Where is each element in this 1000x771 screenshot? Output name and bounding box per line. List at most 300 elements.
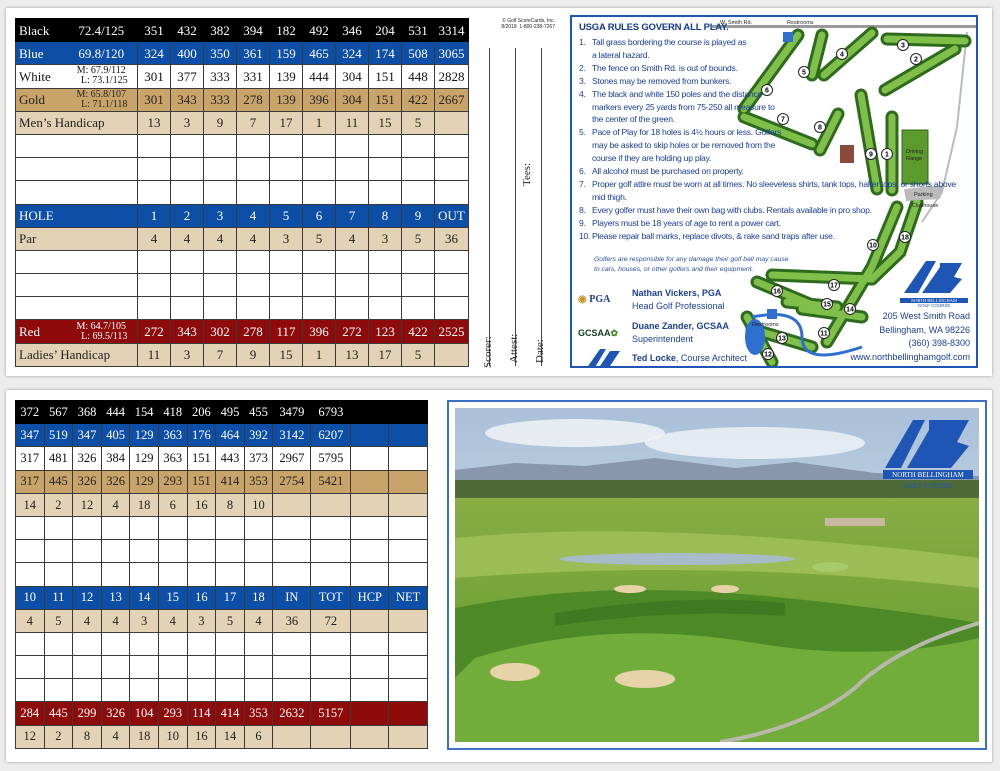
- cell-value: 368: [73, 401, 102, 424]
- hole-number: 7: [781, 116, 785, 124]
- rule-item: [579, 88, 779, 127]
- cell-value: IN: [273, 586, 311, 609]
- cell-value: 10: [158, 725, 187, 748]
- cell-value: 9: [402, 204, 435, 227]
- cell-value: [389, 401, 428, 424]
- score-cell: [336, 297, 369, 320]
- rule-number: 7.: [579, 178, 586, 189]
- cell-value: 10: [16, 586, 45, 609]
- signature-strip: [475, 18, 555, 368]
- cell-value: 2667: [435, 88, 469, 111]
- bunker: [490, 663, 540, 681]
- score-cell: [351, 679, 389, 702]
- score-cell: [101, 632, 130, 655]
- aerial-photo-image: [455, 408, 979, 742]
- row-blank: [16, 632, 428, 655]
- score-cell: [402, 181, 435, 204]
- restrooms-bottom-label: Restrooms: [752, 322, 779, 328]
- score-cell: [244, 563, 273, 586]
- cell-value: 3142: [273, 424, 311, 447]
- rule-number: 10.: [579, 230, 591, 241]
- date-line: [541, 48, 542, 366]
- cell-value: [311, 493, 351, 516]
- score-cell: [270, 274, 303, 297]
- rating-line: 69.8/120: [78, 45, 125, 61]
- cell-value: [389, 725, 428, 748]
- cell-value: [351, 447, 389, 470]
- score-cell: [158, 516, 187, 539]
- cell-value: 1: [303, 343, 336, 366]
- cell-value: 396: [303, 88, 336, 111]
- rating-line: L: 71.1/118: [81, 98, 128, 110]
- restrooms-top-label: Restrooms: [787, 20, 814, 26]
- cell-value: 324: [336, 42, 369, 65]
- cell-value: [311, 725, 351, 748]
- score-cell: [336, 158, 369, 181]
- cell-value: [389, 493, 428, 516]
- score-cell: [138, 250, 171, 273]
- tee-rating-slope: [66, 19, 138, 42]
- cell-value: 278: [237, 88, 270, 111]
- score-cell: [171, 181, 204, 204]
- copyright-notice: [477, 18, 555, 30]
- cell-value: 361: [237, 42, 270, 65]
- cell-value: 8: [216, 493, 245, 516]
- tee-rating-slope: [66, 320, 138, 343]
- cell-value: 5: [216, 609, 245, 632]
- score-cell: [270, 134, 303, 157]
- row-label: Par: [16, 227, 138, 250]
- cell-value: 12: [73, 586, 102, 609]
- cell-value: 13: [138, 111, 171, 134]
- staff-pga: [632, 287, 725, 313]
- score-cell: [273, 563, 311, 586]
- cell-value: 117: [270, 320, 303, 343]
- cell-value: 405: [101, 424, 130, 447]
- cell-value: 353: [244, 470, 273, 493]
- back-nine-table: [15, 400, 428, 749]
- score-cell: [435, 181, 469, 204]
- score-cell: [138, 181, 171, 204]
- hole-number: 10: [869, 242, 877, 250]
- score-cell: [336, 250, 369, 273]
- cell-value: 13: [101, 586, 130, 609]
- tee-name: Gold: [16, 88, 66, 111]
- score-cell: [216, 563, 245, 586]
- cell-value: 174: [369, 42, 402, 65]
- cell-value: 519: [44, 424, 73, 447]
- cell-value: 347: [73, 424, 102, 447]
- copyright-text: © Golf ScoreCards, Inc.: [502, 18, 555, 24]
- cell-value: 4: [138, 227, 171, 250]
- cell-value: 5: [402, 227, 435, 250]
- cell-value: 3: [204, 204, 237, 227]
- rule-item: [579, 126, 789, 165]
- cell-value: 2: [171, 204, 204, 227]
- cell-value: 4: [204, 227, 237, 250]
- cell-value: 5795: [311, 447, 351, 470]
- score-cell: [73, 679, 102, 702]
- score-cell: [101, 563, 130, 586]
- cell-value: 299: [73, 702, 102, 725]
- score-cell: [216, 632, 245, 655]
- cell-value: [435, 343, 469, 366]
- staff-title: , Course Architect: [675, 353, 747, 363]
- score-cell: [273, 632, 311, 655]
- row-hcp: [16, 493, 428, 516]
- score-cell: [389, 540, 428, 563]
- rule-number: 2.: [579, 62, 586, 73]
- cell-value: 17: [216, 586, 245, 609]
- cell-value: 5157: [311, 702, 351, 725]
- cell-value: 373: [244, 447, 273, 470]
- score-cell: [273, 540, 311, 563]
- row-blank: [16, 181, 469, 204]
- row-gold: [16, 88, 469, 111]
- cell-value: 159: [270, 42, 303, 65]
- score-cell: [171, 158, 204, 181]
- rule-item: [579, 217, 969, 230]
- cell-value: 5: [402, 343, 435, 366]
- score-cell: [158, 563, 187, 586]
- rule-text: The black and white 150 poles and the distance markers every 25 yards from 75-250 all measure to the center of the green.: [592, 88, 775, 125]
- rules-list: [579, 36, 969, 243]
- cell-value: NET: [389, 586, 428, 609]
- cell-value: 304: [336, 88, 369, 111]
- cell-value: 3: [171, 343, 204, 366]
- cell-value: 3: [187, 609, 216, 632]
- score-cell: [171, 134, 204, 157]
- score-cell: [270, 158, 303, 181]
- svg-text:NORTH BELLINGHAM: NORTH BELLINGHAM: [892, 471, 964, 479]
- score-cell: [204, 158, 237, 181]
- score-cell: [158, 632, 187, 655]
- cell-value: 14: [16, 493, 45, 516]
- cell-value: 12: [73, 493, 102, 516]
- hole-number: 17: [830, 282, 838, 290]
- cell-value: 382: [204, 19, 237, 42]
- score-cell: [270, 181, 303, 204]
- cell-value: [389, 470, 428, 493]
- score-cell: [73, 632, 102, 655]
- row-label: [16, 181, 138, 204]
- score-cell: [138, 158, 171, 181]
- score-cell: [73, 516, 102, 539]
- score-cell: [351, 563, 389, 586]
- cell-value: 3: [369, 227, 402, 250]
- score-cell: [101, 516, 130, 539]
- svg-text:GOLF COURSE: GOLF COURSE: [904, 482, 952, 490]
- cell-value: 445: [44, 702, 73, 725]
- row-blue: [16, 42, 469, 65]
- score-cell: [171, 297, 204, 320]
- score-cell: [130, 656, 159, 679]
- row-label: HOLE: [16, 204, 138, 227]
- score-cell: [435, 158, 469, 181]
- cell-value: 384: [101, 447, 130, 470]
- row-blank: [16, 250, 469, 273]
- cell-value: 4: [158, 609, 187, 632]
- cell-value: 1: [303, 111, 336, 134]
- score-cell: [402, 274, 435, 297]
- score-cell: [16, 540, 45, 563]
- score-cell: [16, 563, 45, 586]
- score-cell: [435, 297, 469, 320]
- cell-value: 2525: [435, 320, 469, 343]
- score-cell: [16, 632, 45, 655]
- cell-value: 4: [244, 609, 273, 632]
- green: [812, 562, 848, 572]
- score-cell: [204, 250, 237, 273]
- score-cell: [237, 297, 270, 320]
- score-cell: [311, 563, 351, 586]
- score-cell: [244, 679, 273, 702]
- score-cell: [101, 679, 130, 702]
- cell-value: 4: [73, 609, 102, 632]
- hole-number: 13: [778, 335, 786, 343]
- score-cell: [311, 540, 351, 563]
- cell-value: 2632: [273, 702, 311, 725]
- rule-text: Tall grass bordering the course is played as a lateral hazard.: [592, 37, 747, 60]
- cell-value: [351, 725, 389, 748]
- print-date: 8/2018: [501, 24, 517, 30]
- score-cell: [303, 274, 336, 297]
- course-phone: (360) 398-8300: [908, 338, 970, 348]
- cell-value: 36: [273, 609, 311, 632]
- cell-value: 114: [187, 702, 216, 725]
- scorer-label: Scorer:: [482, 336, 494, 368]
- rule-item: [579, 62, 749, 75]
- cell-value: 11: [138, 343, 171, 366]
- rules-and-map-panel: [570, 15, 978, 368]
- cell-value: TOT: [311, 586, 351, 609]
- cell-value: 17: [270, 111, 303, 134]
- cell-value: 14: [216, 725, 245, 748]
- cell-value: 293: [158, 702, 187, 725]
- cell-value: 444: [101, 401, 130, 424]
- cell-value: 414: [216, 702, 245, 725]
- score-cell: [44, 516, 73, 539]
- cell-value: 455: [244, 401, 273, 424]
- parking-label: Parking: [914, 192, 933, 198]
- cell-value: 343: [171, 88, 204, 111]
- score-cell: [244, 632, 273, 655]
- score-cell: [389, 632, 428, 655]
- row-blank: [16, 297, 469, 320]
- score-cell: [389, 656, 428, 679]
- cell-value: 17: [369, 343, 402, 366]
- course-website[interactable]: www.northbellinghamgolf.com: [850, 351, 970, 362]
- rule-number: 6.: [579, 166, 586, 177]
- cell-value: 5: [303, 227, 336, 250]
- row-white: [16, 447, 428, 470]
- cell-value: 2: [44, 493, 73, 516]
- score-cell: [273, 656, 311, 679]
- rule-text: Every golfer must have their own bag with clubs. Rentals available in pro shop.: [592, 204, 872, 215]
- cell-value: 372: [16, 401, 45, 424]
- hole-number: 2: [914, 56, 918, 64]
- score-cell: [244, 516, 273, 539]
- rule-item: [579, 36, 749, 62]
- staff-gcsaa: [632, 320, 729, 346]
- cell-value: 492: [303, 19, 336, 42]
- cell-value: 104: [130, 702, 159, 725]
- row-hole: [16, 204, 469, 227]
- attest-line: [515, 48, 516, 366]
- row-label: [16, 158, 138, 181]
- cell-value: 304: [336, 65, 369, 88]
- cell-value: 18: [130, 725, 159, 748]
- score-cell: [351, 540, 389, 563]
- hole-number: 14: [846, 306, 854, 314]
- cell-value: 363: [158, 424, 187, 447]
- score-cell: [351, 656, 389, 679]
- row-label: Ladies’ Handicap: [16, 343, 138, 366]
- cell-value: 11: [44, 586, 73, 609]
- cell-value: 4: [336, 227, 369, 250]
- cell-value: [389, 424, 428, 447]
- cell-value: 7: [237, 111, 270, 134]
- score-cell: [73, 540, 102, 563]
- rule-item: [579, 230, 969, 243]
- rating-line: L: 73.1/125: [80, 75, 128, 87]
- score-cell: [204, 181, 237, 204]
- row-blue: [16, 424, 428, 447]
- score-cell: [303, 158, 336, 181]
- driving-range-label: Driving: [906, 149, 924, 155]
- rules-title: USGA RULES GOVERN ALL PLAY.: [579, 22, 729, 33]
- score-cell: [138, 134, 171, 157]
- score-cell: [311, 516, 351, 539]
- clubhouse-label: Clubhouse: [912, 203, 939, 209]
- cell-value: 481: [44, 447, 73, 470]
- score-cell: [311, 632, 351, 655]
- cell-value: 2828: [435, 65, 469, 88]
- score-cell: [138, 297, 171, 320]
- score-cell: [270, 250, 303, 273]
- cell-value: 6793: [311, 401, 351, 424]
- cell-value: 326: [73, 447, 102, 470]
- cell-value: 6: [303, 204, 336, 227]
- row-label: [16, 274, 138, 297]
- score-cell: [158, 656, 187, 679]
- score-cell: [187, 679, 216, 702]
- cell-value: 350: [204, 42, 237, 65]
- cell-value: [351, 609, 389, 632]
- rule-item: [579, 178, 969, 204]
- rule-number: 1.: [579, 37, 586, 47]
- score-cell: [237, 274, 270, 297]
- bunker: [711, 585, 739, 593]
- score-cell: [130, 563, 159, 586]
- score-cell: [44, 563, 73, 586]
- rule-number: 5.: [579, 127, 586, 138]
- cell-value: 8: [369, 204, 402, 227]
- score-cell: [101, 656, 130, 679]
- hole-number: 3: [901, 42, 905, 50]
- score-cell: [171, 274, 204, 297]
- row-blank: [16, 158, 469, 181]
- address-street: 205 West Smith Road: [882, 311, 970, 321]
- cell-value: 531: [402, 19, 435, 42]
- cell-value: 176: [187, 424, 216, 447]
- score-cell: [389, 516, 428, 539]
- cell-value: 363: [158, 447, 187, 470]
- score-cell: [237, 158, 270, 181]
- row-hcp: [16, 111, 469, 134]
- cell-value: 18: [130, 493, 159, 516]
- score-cell: [402, 297, 435, 320]
- cell-value: 432: [171, 19, 204, 42]
- cell-value: 302: [204, 320, 237, 343]
- hole-number: 5: [802, 69, 806, 77]
- hole-number: 9: [869, 151, 873, 159]
- row-lhcp: [16, 725, 428, 748]
- date-label: Date:: [534, 339, 546, 363]
- cell-value: [351, 470, 389, 493]
- cell-value: 16: [187, 493, 216, 516]
- cell-value: HCP: [351, 586, 389, 609]
- row-label: Men’s Handicap: [16, 111, 138, 134]
- cell-value: 15: [158, 586, 187, 609]
- cell-value: 4: [16, 609, 45, 632]
- hole-number: 11: [820, 330, 828, 338]
- cell-value: 151: [369, 88, 402, 111]
- road-label: W. Smith Rd.: [720, 20, 753, 26]
- cell-value: [351, 702, 389, 725]
- cell-value: 129: [130, 470, 159, 493]
- cell-value: 443: [216, 447, 245, 470]
- score-cell: [435, 274, 469, 297]
- score-cell: [237, 181, 270, 204]
- cell-value: 3314: [435, 19, 469, 42]
- score-cell: [273, 679, 311, 702]
- cell-value: 4: [237, 204, 270, 227]
- cell-value: 347: [16, 424, 45, 447]
- cell-value: 151: [369, 65, 402, 88]
- row-hole: [16, 586, 428, 609]
- rule-text: Players must be 18 years of age to rent a power cart.: [592, 217, 781, 228]
- rule-item: [579, 75, 749, 88]
- cell-value: 10: [244, 493, 273, 516]
- tee-name: Blue: [16, 42, 66, 65]
- cell-value: 5: [44, 609, 73, 632]
- score-cell: [44, 679, 73, 702]
- cell-value: 567: [44, 401, 73, 424]
- score-cell: [336, 181, 369, 204]
- score-cell: [369, 250, 402, 273]
- score-cell: [73, 563, 102, 586]
- score-cell: [389, 563, 428, 586]
- score-cell: [311, 656, 351, 679]
- score-cell: [369, 274, 402, 297]
- hole-number: 6: [765, 87, 769, 95]
- cell-value: 351: [138, 19, 171, 42]
- row-gold: [16, 470, 428, 493]
- score-cell: [336, 134, 369, 157]
- cell-value: 278: [237, 320, 270, 343]
- score-cell: [244, 540, 273, 563]
- score-cell: [44, 632, 73, 655]
- score-cell: [204, 134, 237, 157]
- score-cell: [303, 134, 336, 157]
- cell-value: 182: [270, 19, 303, 42]
- front-nine-table: [15, 18, 469, 367]
- score-cell: [216, 656, 245, 679]
- score-cell: [130, 516, 159, 539]
- cell-value: 394: [237, 19, 270, 42]
- cell-value: 7: [336, 204, 369, 227]
